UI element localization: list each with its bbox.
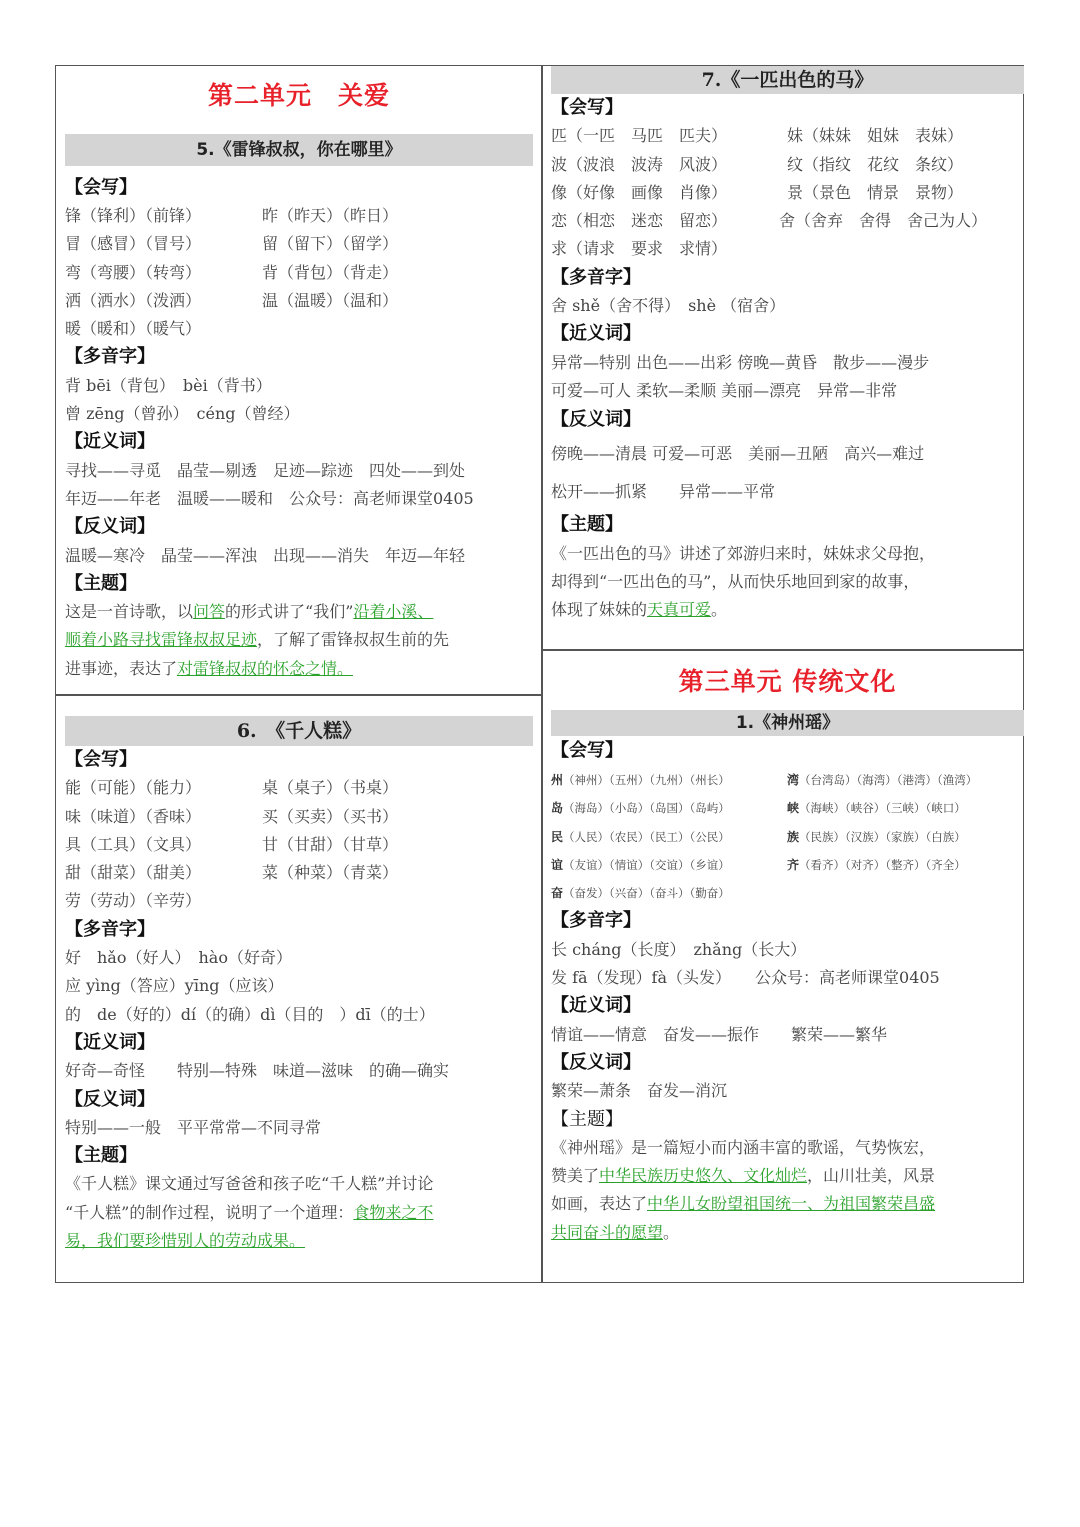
huixie-label: 【会写】: [551, 740, 623, 761]
column-divider: [541, 65, 543, 1283]
huixie-list: [551, 766, 1024, 907]
list-item: 年迈——年老 温暖——暖和 公众号：高老师课堂0405: [65, 488, 474, 508]
list-item: 松开——抓紧 异常——平常: [551, 482, 776, 502]
list-item: 岛（海岛）（小岛）（岛国）（岛屿） 峡（海峡）（峡谷）（三峡）（峡口）: [551, 801, 966, 816]
lesson-5-title: 5.《雷锋叔叔，你在哪里》: [65, 134, 533, 166]
fanyi-label: 【反义词】: [551, 409, 641, 431]
list-item: 长 cháng（长度） zhǎng（长大）: [551, 939, 807, 959]
huixie-list: [65, 202, 533, 343]
list-item: 味（味道）（香味） 买（买卖）（买书）: [65, 806, 399, 826]
list-item: 好 hǎo（好人） hào（好奇）: [65, 948, 292, 968]
lesson-6-panel: [65, 716, 533, 1255]
lesson-6-title: 6. 《千人糕》: [65, 716, 533, 746]
zhuti-label: 【主题】: [65, 1145, 137, 1167]
list-item: 情谊——情意 奋发——振作 繁荣——繁华: [551, 1024, 888, 1044]
zhuti-text: 《千人糕》课文通过写爸爸和孩子吃“千人糕”并讨论 “千人糕”的制作过程，说明了一个道理：食物来之不 易，我们要珍惜别人的劳动成果。: [65, 1174, 434, 1251]
list-item: 傍晚——清晨 可爱—可恶 美丽—丑陋 高兴—难过: [551, 444, 925, 464]
list-item: 匹（一匹 马匹 匹夫） 妹（妹妹 姐妹 表妹）: [551, 126, 964, 146]
duoyin-label: 【多音字】: [551, 266, 641, 288]
list-item: 波（波浪 波涛 风波） 纹（指纹 花纹 条纹）: [551, 154, 964, 174]
right-divider: [541, 649, 1024, 651]
list-item: 弯（弯腰）（转弯） 背（背包）（背走）: [65, 262, 399, 282]
zhuti-label: 【主题】: [65, 572, 137, 594]
list-item: 应 yìng（答应）yīng（应该）: [65, 976, 284, 996]
list-item: 好奇—奇怪 特别—特殊 味道—滋味 的确—确实: [65, 1061, 450, 1081]
list-item: 求（请求 要求 求情）: [551, 239, 728, 259]
list-item: 发 fā（发现）fà（头发） 公众号：高老师课堂0405: [551, 968, 940, 988]
list-item: 奋（奋发）（兴奋）（奋斗）（勤奋）: [551, 886, 730, 901]
fanyi-label: 【反义词】: [65, 516, 155, 538]
list-item: 温暖—寒冷 晶莹——浑浊 出现——消失 年迈—年轻: [65, 545, 466, 565]
list-item: 具（工具）（文具） 甘（甘甜）（甘草）: [65, 834, 399, 854]
list-item: 民（人民）（农民）（民工）（公民） 族（民族）（汉族）（家族）（白族）: [551, 829, 966, 844]
jinyi-label: 【近义词】: [65, 1031, 155, 1053]
huixie-list: [551, 122, 1024, 263]
list-item: 暖（暖和）（暖气）: [65, 319, 202, 339]
fanyi-label: 【反义词】: [551, 1051, 641, 1073]
list-item: 谊（友谊）（情谊）（交谊）（乡谊） 齐（看齐）（对齐）（整齐）（齐全）: [551, 857, 966, 872]
jinyi-label: 【近义词】: [551, 995, 641, 1017]
left-divider: [55, 694, 542, 696]
unit-3-panel: [551, 658, 1024, 1247]
list-item: 甜（甜菜）（甜美） 菜（种菜）（青菜）: [65, 863, 399, 883]
huixie-list: [65, 774, 533, 915]
zhuti-label: 【主题】: [551, 514, 623, 536]
list-item: 像（好像 画像 肖像） 景（景色 情景 景物）: [551, 182, 964, 202]
list-item: 锋（锋利）（前锋） 昨（昨天）（昨日）: [65, 206, 399, 225]
duoyin-label: 【多音字】: [65, 346, 155, 368]
lesson-5-panel: [65, 68, 533, 683]
lesson-7-panel: [551, 66, 1024, 624]
unit-3-title: 第三单元 传统文化: [678, 667, 897, 696]
list-item: 能（可能）（能力） 桌（桌子）（书桌）: [65, 778, 399, 798]
jinyi-label: 【近义词】: [65, 431, 155, 453]
zhuti-label: 【主题】: [551, 1108, 623, 1130]
zhuti-text: 这是一首诗歌，以问答的形式讲了“我们”沿着小溪、 顺着小路寻找雷锋叔叔足迹，了解了雷锋叔叔生前的先 进事迹，表达了对雷锋叔叔的怀念之情。: [65, 602, 450, 678]
huixie-label: 【会写】: [551, 97, 623, 118]
duoyin-label: 【多音字】: [551, 910, 641, 932]
jinyi-label: 【近义词】: [551, 323, 641, 345]
list-item: 洒（洒水）（泼洒） 温（温暖）（温和）: [65, 290, 399, 310]
zhuti-text: 《神州瑶》是一篇短小而内涵丰富的歌谣，气势恢宏， 赞美了中华民族历史悠久、文化灿烂，山川壮美，风景 如画，表达了中华儿女盼望祖国统一、为祖国繁荣昌盛 共同奋斗的愿望。: [551, 1137, 936, 1242]
list-item: 州（神州）（五州）（九州）（州长） 湾（台湾岛）（海湾）（港湾）（渔湾）: [551, 773, 978, 787]
lesson-1-title: 1.《神州瑶》: [551, 710, 1024, 736]
list-item: 曾 zēng（曾孙） céng（曾经）: [65, 404, 300, 424]
zhuti-text: 《一匹出色的马》讲述了郊游归来时，妹妹求父母抱， 却得到“一匹出色的马”，从而快乐地回到家的故事， 体现了妹妹的天真可爱。: [551, 543, 936, 620]
fanyi-label: 【反义词】: [65, 1088, 155, 1110]
list-item: 寻找——寻觅 晶莹—剔透 足迹—踪迹 四处——到处: [65, 460, 466, 480]
list-item: 可爱—可人 柔软—柔顺 美丽—漂亮 异常—非常: [551, 380, 898, 400]
list-item: 繁荣—萧条 奋发—消沉: [551, 1081, 728, 1101]
unit-2-title: 第二单元 关爱: [207, 81, 390, 110]
list-item: 恋（相恋 迷恋 留恋） 舍（舍弃 舍得 舍己为人）: [551, 211, 988, 231]
huixie-label: 【会写】: [65, 749, 137, 770]
huixie-label: 【会写】: [65, 177, 137, 198]
list-item: 的 de（好的）dí（的确）dì（目的 ）dī（的士）: [65, 1004, 435, 1024]
list-item: 劳（劳动）（辛劳）: [65, 891, 202, 911]
list-item: 舍 shě（舍不得） shè （宿舍）: [551, 296, 786, 316]
list-item: 特别——一般 平平常常—不同寻常: [65, 1117, 322, 1137]
list-item: 异常—特别 出色——出彩 傍晚—黄昏 散步——漫步: [551, 352, 930, 372]
lesson-7-title: 7.《一匹出色的马》: [551, 66, 1024, 94]
duoyin-label: 【多音字】: [65, 918, 155, 940]
list-item: 冒（感冒）（冒号） 留（留下）（留学）: [65, 234, 399, 254]
list-item: 背 bēi（背包） bèi（背书）: [65, 375, 272, 395]
